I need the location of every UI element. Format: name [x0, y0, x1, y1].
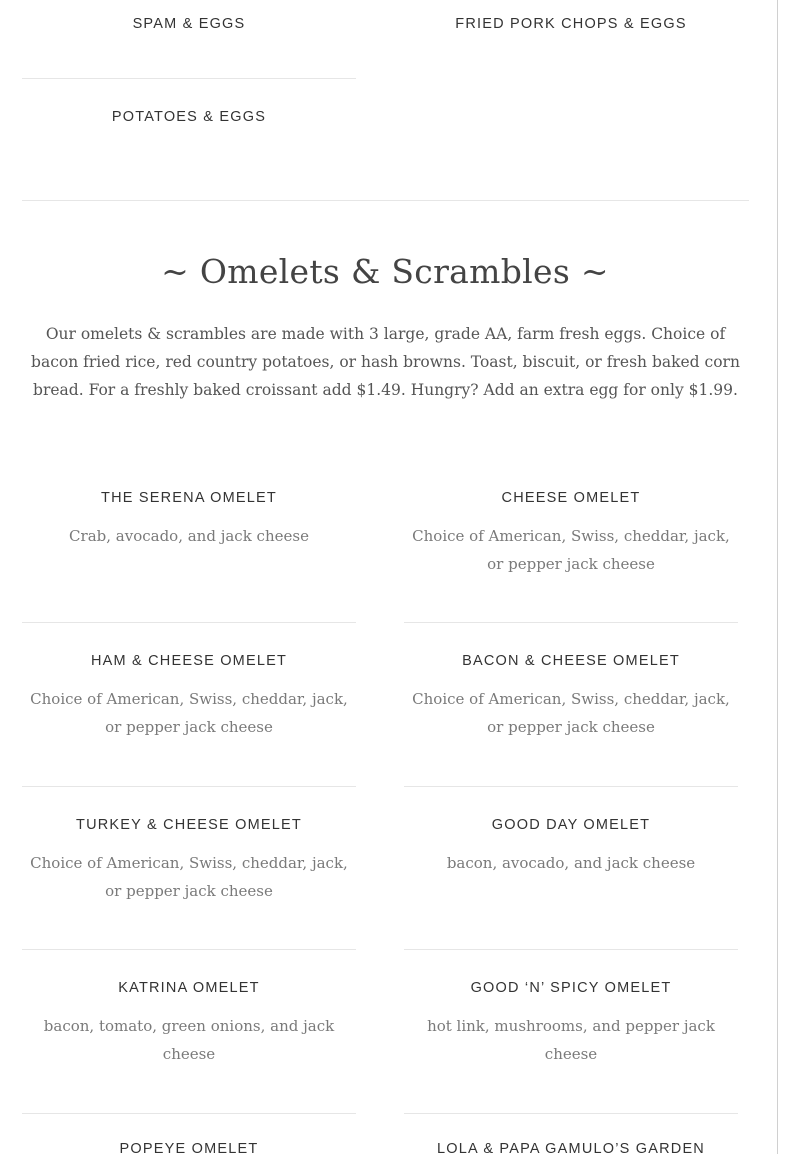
- page-border-line: [777, 0, 778, 1154]
- item-description: Choice of American, Swiss, cheddar, jack, or pepper jack cheese: [412, 527, 730, 573]
- divider: [22, 786, 356, 787]
- item-name: POTATOES & EGGS: [111, 109, 267, 125]
- item-description: Crab, avocado, and jack cheese: [69, 527, 309, 545]
- item-name: HAM & CHEESE OMELET: [90, 653, 288, 669]
- item-description: bacon, avocado, and jack cheese: [446, 854, 696, 872]
- item-name: GOOD ‘N’ SPICY OMELET: [470, 980, 672, 996]
- divider: [22, 78, 356, 79]
- item-name: SPAM & EGGS: [132, 16, 246, 32]
- item-description: Choice of American, Swiss, cheddar, jack, or pepper jack cheese: [30, 854, 348, 900]
- menu-item-spam-eggs: [22, 16, 356, 32]
- section-title: ~ Omelets & Scrambles ~: [161, 252, 609, 291]
- divider: [22, 1113, 356, 1114]
- item-name: BACON & CHEESE OMELET: [462, 653, 680, 669]
- menu-item-good-n-spicy-omelet: [404, 980, 738, 1068]
- divider: [404, 949, 738, 950]
- menu-item-good-day-omelet: [404, 817, 738, 877]
- menu-item-popeye-omelet: [22, 1141, 356, 1157]
- item-description: Choice of American, Swiss, cheddar, jack, or pepper jack cheese: [30, 690, 348, 736]
- item-name: KATRINA OMELET: [118, 980, 260, 996]
- item-description: bacon, tomato, green onions, and jack cheese: [43, 1017, 335, 1063]
- menu-item-lola-papa-gamulo-garden: [404, 1141, 738, 1157]
- item-name: GOOD DAY OMELET: [491, 817, 651, 833]
- item-name: POPEYE OMELET: [119, 1141, 259, 1157]
- item-name: LOLA & PAPA GAMULO’S GARDEN: [437, 1141, 705, 1157]
- item-name: THE SERENA OMELET: [101, 490, 277, 506]
- menu-item-katrina-omelet: [22, 980, 356, 1068]
- menu-item-turkey-cheese-omelet: [22, 817, 356, 905]
- menu-item-cheese-omelet: [404, 490, 738, 578]
- menu-item-bacon-cheese-omelet: [404, 653, 738, 741]
- menu-item-serena-omelet: [22, 490, 356, 550]
- item-description: Choice of American, Swiss, cheddar, jack, or pepper jack cheese: [412, 690, 730, 736]
- divider: [404, 622, 738, 623]
- menu-item-potatoes-eggs: [22, 109, 356, 125]
- divider: [404, 786, 738, 787]
- divider: [22, 949, 356, 950]
- divider: [404, 1113, 738, 1114]
- menu-item-ham-cheese-omelet: [22, 653, 356, 741]
- divider: [22, 622, 356, 623]
- section-intro: Our omelets & scrambles are made with 3 large, grade AA, farm fresh eggs. Choice of bacon fried rice, red country potatoes, or hash browns. Toast, biscuit, or fresh baked corn bread. For a freshly baked croissant add $1.49. Hungry? Add an extra egg for only $1.99.: [31, 325, 740, 399]
- item-description: hot link, mushrooms, and pepper jack cheese: [427, 1017, 715, 1063]
- item-name: FRIED PORK CHOPS & EGGS: [455, 16, 687, 32]
- menu-item-fried-pork-chops: [404, 16, 738, 32]
- item-name: TURKEY & CHEESE OMELET: [76, 817, 302, 833]
- section-divider: [22, 200, 749, 201]
- item-name: CHEESE OMELET: [501, 490, 641, 506]
